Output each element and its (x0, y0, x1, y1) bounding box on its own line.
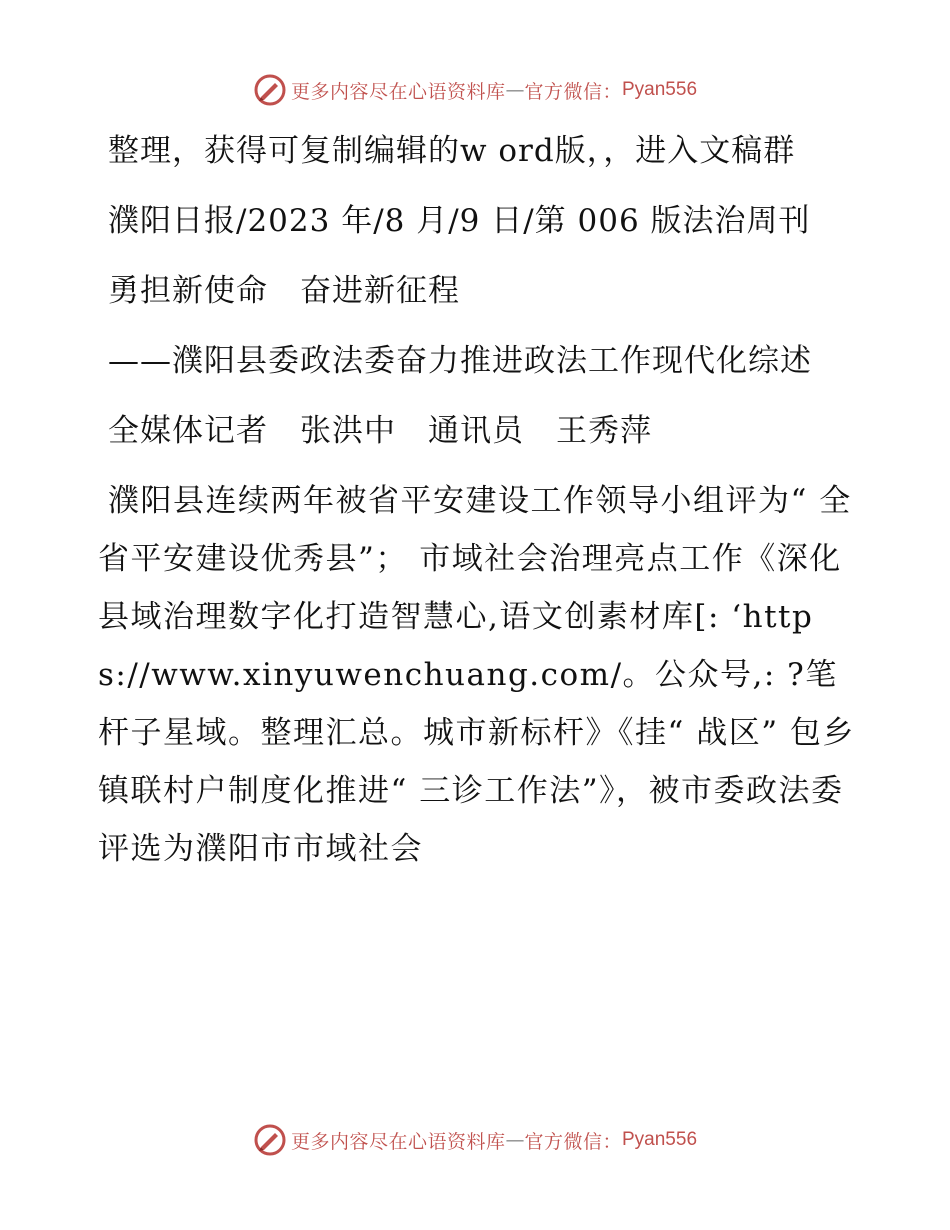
watermark-text: 更多内容尽在心语资料库 (290, 80, 506, 103)
article-subtitle: ——濮阳县委政法委奋力推进政法工作现代化综述 (108, 343, 812, 379)
watermark-header (0, 70, 950, 110)
watermark-handle: Pyan556 (622, 1129, 698, 1150)
watermark-wechat-label: 官方微信： (524, 1130, 622, 1153)
source-line: 濮阳日报/2023 年/8 月/9 日/第 006 版法治周刊 (108, 203, 811, 239)
byline: 全媒体记者 张洪中 通讯员 王秀萍 (108, 413, 652, 449)
watermark-footer (0, 1120, 950, 1160)
intro-paragraph: 整理，获得可复制编辑的w ord版，，进入文稿群 (108, 133, 796, 169)
watermark-handle: Pyan556 (622, 79, 698, 100)
body-paragraph: 濮阳县连续两年被省平安建设工作领导小组评为“ 全省平安建设优秀县”； 市域社会治理亮点工作《深化县域治理数字化打造智慧心,语文创素材库[: ‘https://www.xinyuwenchuang.com/。公众号,: ?笔杆子星域。整理汇总。城市新标杆》《挂“ 战区” 包乡镇联村户制度化推进“ 三诊工作法”》，被市委政法委评选为濮阳市市域社会 (98, 483, 855, 867)
watermark-wechat-label: 官方微信： (524, 80, 622, 103)
watermark-dash: — (505, 79, 525, 101)
article-title: 勇担新使命 奋进新征程 (108, 273, 460, 309)
document-body (98, 122, 858, 890)
pen-logo-icon (253, 1123, 287, 1157)
watermark-dash: — (505, 1129, 525, 1151)
watermark-text: 更多内容尽在心语资料库 (290, 1130, 506, 1153)
pen-logo-icon (253, 73, 287, 107)
